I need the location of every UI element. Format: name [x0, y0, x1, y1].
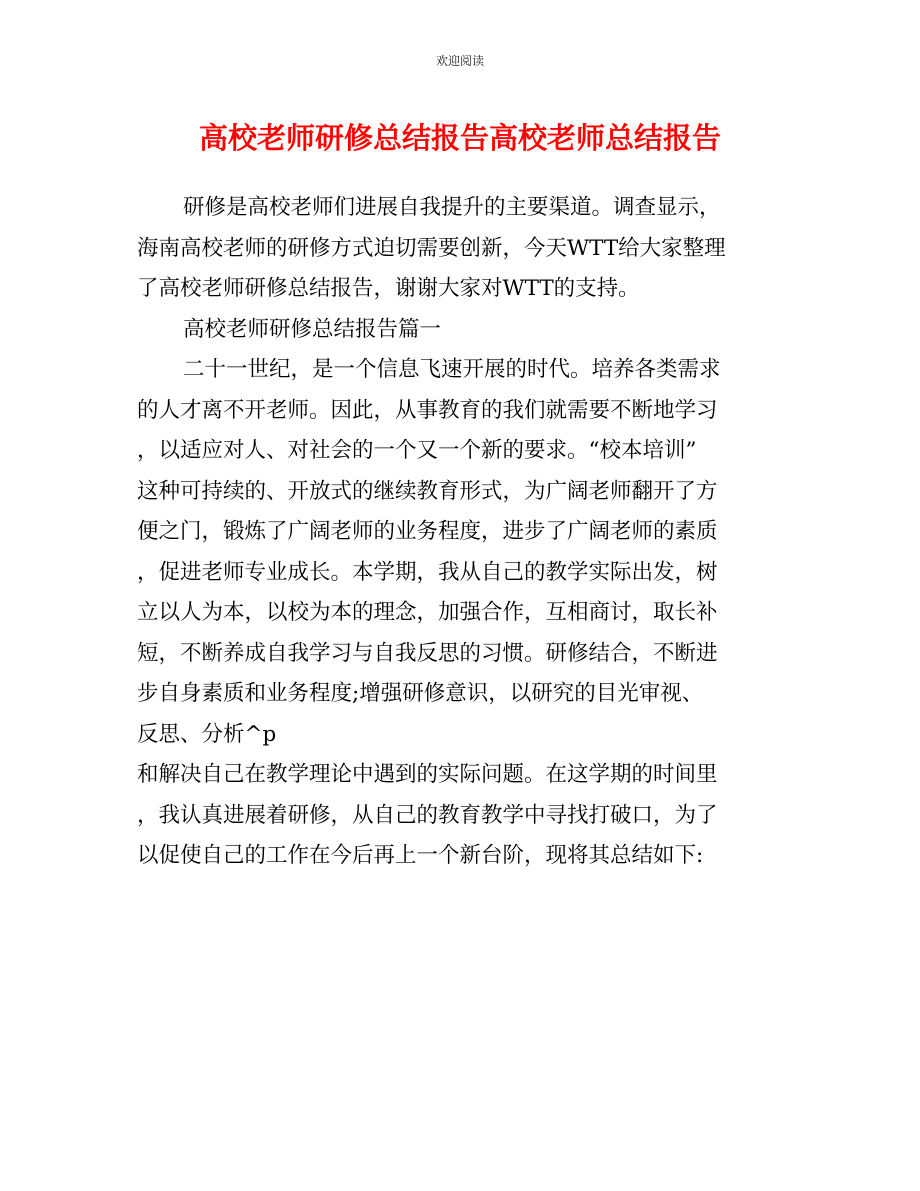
paragraph-line: ，以适应对人、对社会的一个又一个新的要求。“校本培训” [137, 438, 697, 463]
paragraph-line: 研修是高校老师们进展自我提升的主要渠道。调查显示， [183, 195, 721, 220]
paragraph-line: 反思、分析^p [137, 721, 277, 747]
paragraph-line: 便之门，锻炼了广阔老师的业务程度，进步了广阔老师的素质 [137, 519, 718, 544]
document-body [137, 188, 787, 877]
paragraph-line: 步自身素质和业务程度;增强研修意识，以研究的目光审视、 [137, 681, 704, 706]
paragraph-line: 了高校老师研修总结报告，谢谢大家对WTT的支持。 [137, 276, 640, 301]
paragraph-line: ，促进老师专业成长。本学期，我从自己的教学实际出发，树 [137, 559, 718, 585]
paragraph-line: 立以人为本，以校为本的理念，加强合作，互相商讨，取长补 [137, 600, 718, 625]
paragraph-line: 的人才离不开老师。因此，从事教育的我们就需要不断地学习 [137, 397, 718, 423]
paragraph-line: 以促使自己的工作在今后再上一个新台阶，现将其总结如下: [137, 843, 704, 868]
document-title: 高校老师研修总结报告高校老师总结报告 [198, 121, 721, 155]
paragraph-line: 和解决自己在教学理论中遇到的实际问题。在这学期的时间里 [137, 762, 718, 787]
paragraph-line: 二十一世纪，是一个信息飞速开展的时代。培养各类需求 [183, 357, 721, 382]
page-header-note: 欢迎阅读 [435, 54, 484, 68]
paragraph-line: ，我认真进展着研修，从自己的教育教学中寻找打破口，为了 [137, 802, 718, 828]
paragraph-line: 这种可持续的、开放式的继续教育形式，为广阔老师翻开了方 [137, 478, 718, 504]
paragraph-line: 海南高校老师的研修方式迫切需要创新，今天WTT给大家整理 [137, 235, 726, 261]
paragraph-line: 短，不断养成自我学习与自我反思的习惯。研修结合，不断进 [137, 640, 718, 666]
section-heading: 高校老师研修总结报告篇一 [183, 316, 442, 342]
